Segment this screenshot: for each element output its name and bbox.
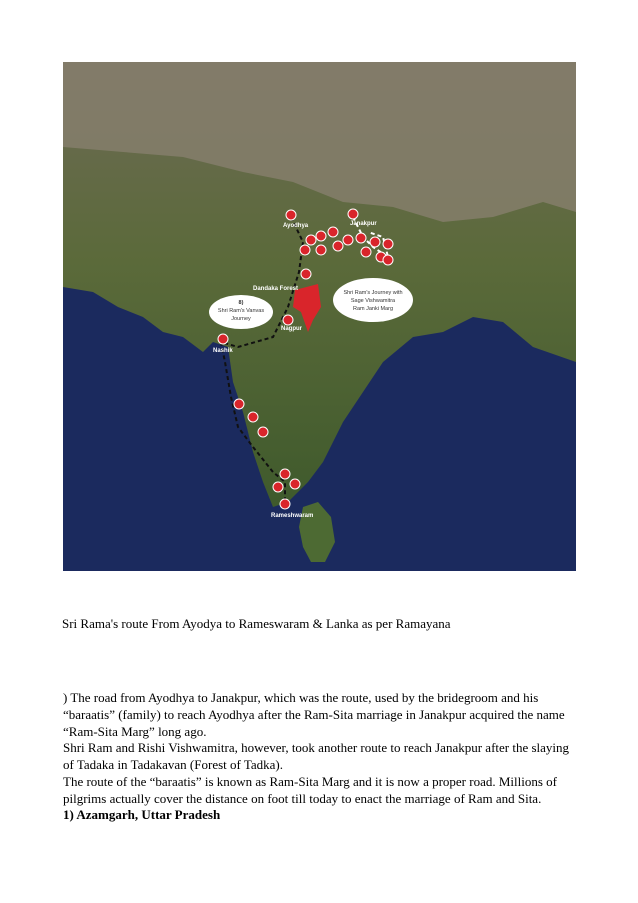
map-caption: Sri Rama's route From Ayodya to Rameswaram & Lanka as per Ramayana xyxy=(62,616,451,631)
route-marker xyxy=(361,247,371,257)
route-marker xyxy=(258,427,268,437)
label-janakpur: Janakpur xyxy=(350,221,377,227)
svg-text:Ram Janki Marg: Ram Janki Marg xyxy=(352,306,394,312)
route-marker xyxy=(356,233,366,243)
route-marker xyxy=(343,235,353,245)
route-marker xyxy=(280,469,290,479)
label-ayodhya: Ayodhya xyxy=(283,223,309,229)
route-marker xyxy=(234,399,244,409)
paragraph-line: of Tadaka in Tadakavan (Forest of Tadka). xyxy=(63,757,284,773)
route-marker xyxy=(286,210,296,220)
callout-janakpur xyxy=(333,278,413,322)
section-heading: 1) Azamgarh, Uttar Pradesh xyxy=(63,807,221,822)
route-marker xyxy=(248,412,258,422)
route-marker xyxy=(306,235,316,245)
svg-text:Shri Ram's Journey with: Shri Ram's Journey with xyxy=(343,290,403,296)
label-dandaka-forest: Dandaka Forest xyxy=(253,286,299,292)
label-nashik: Nashik xyxy=(213,348,233,354)
paragraph-line: pilgrims actually cover the distance on foot till today to enact the marriage of Ram and Sita. xyxy=(63,790,542,806)
paragraph-line: Shri Ram and Rishi Vishwamitra, however, took another route to reach Janakpur after the slaying xyxy=(63,740,570,756)
svg-text:Journey: Journey xyxy=(231,316,251,322)
route-marker xyxy=(301,269,311,279)
paragraph-line: “Ram-Sita Marg” long ago. xyxy=(63,723,207,739)
svg-text:8): 8) xyxy=(238,300,244,306)
body-text xyxy=(63,690,583,808)
svg-text:Shri Ram's Vanvas: Shri Ram's Vanvas xyxy=(217,308,265,314)
route-marker xyxy=(316,245,326,255)
label-rameshwaram: Rameshwaram xyxy=(271,513,314,519)
route-marker xyxy=(370,237,380,247)
route-marker xyxy=(383,255,393,265)
route-map-image xyxy=(63,62,576,571)
route-marker xyxy=(283,315,293,325)
paragraph-line: The route of the “baraatis” is known as Ram-Sita Marg and it is now a proper road. Millions of xyxy=(63,773,558,789)
paragraph-line: “baraatis” (family) to reach Ayodhya after the Ram-Sita marriage in Janakpur acquired the name xyxy=(63,706,565,722)
paragraph-line: ) The road from Ayodhya to Janakpur, which was the route, used by the bridegroom and his xyxy=(63,690,539,705)
label-nagpur: Nagpur xyxy=(281,326,302,332)
route-marker xyxy=(273,482,283,492)
route-marker xyxy=(333,241,343,251)
route-marker xyxy=(300,245,310,255)
route-marker xyxy=(218,334,228,344)
route-marker xyxy=(328,227,338,237)
route-marker xyxy=(280,499,290,509)
route-marker xyxy=(383,239,393,249)
svg-text:Sage Vishwamitra: Sage Vishwamitra xyxy=(350,298,396,304)
callout-vanvas xyxy=(209,295,273,329)
route-marker xyxy=(348,209,358,219)
route-marker xyxy=(316,231,326,241)
route-marker xyxy=(290,479,300,489)
